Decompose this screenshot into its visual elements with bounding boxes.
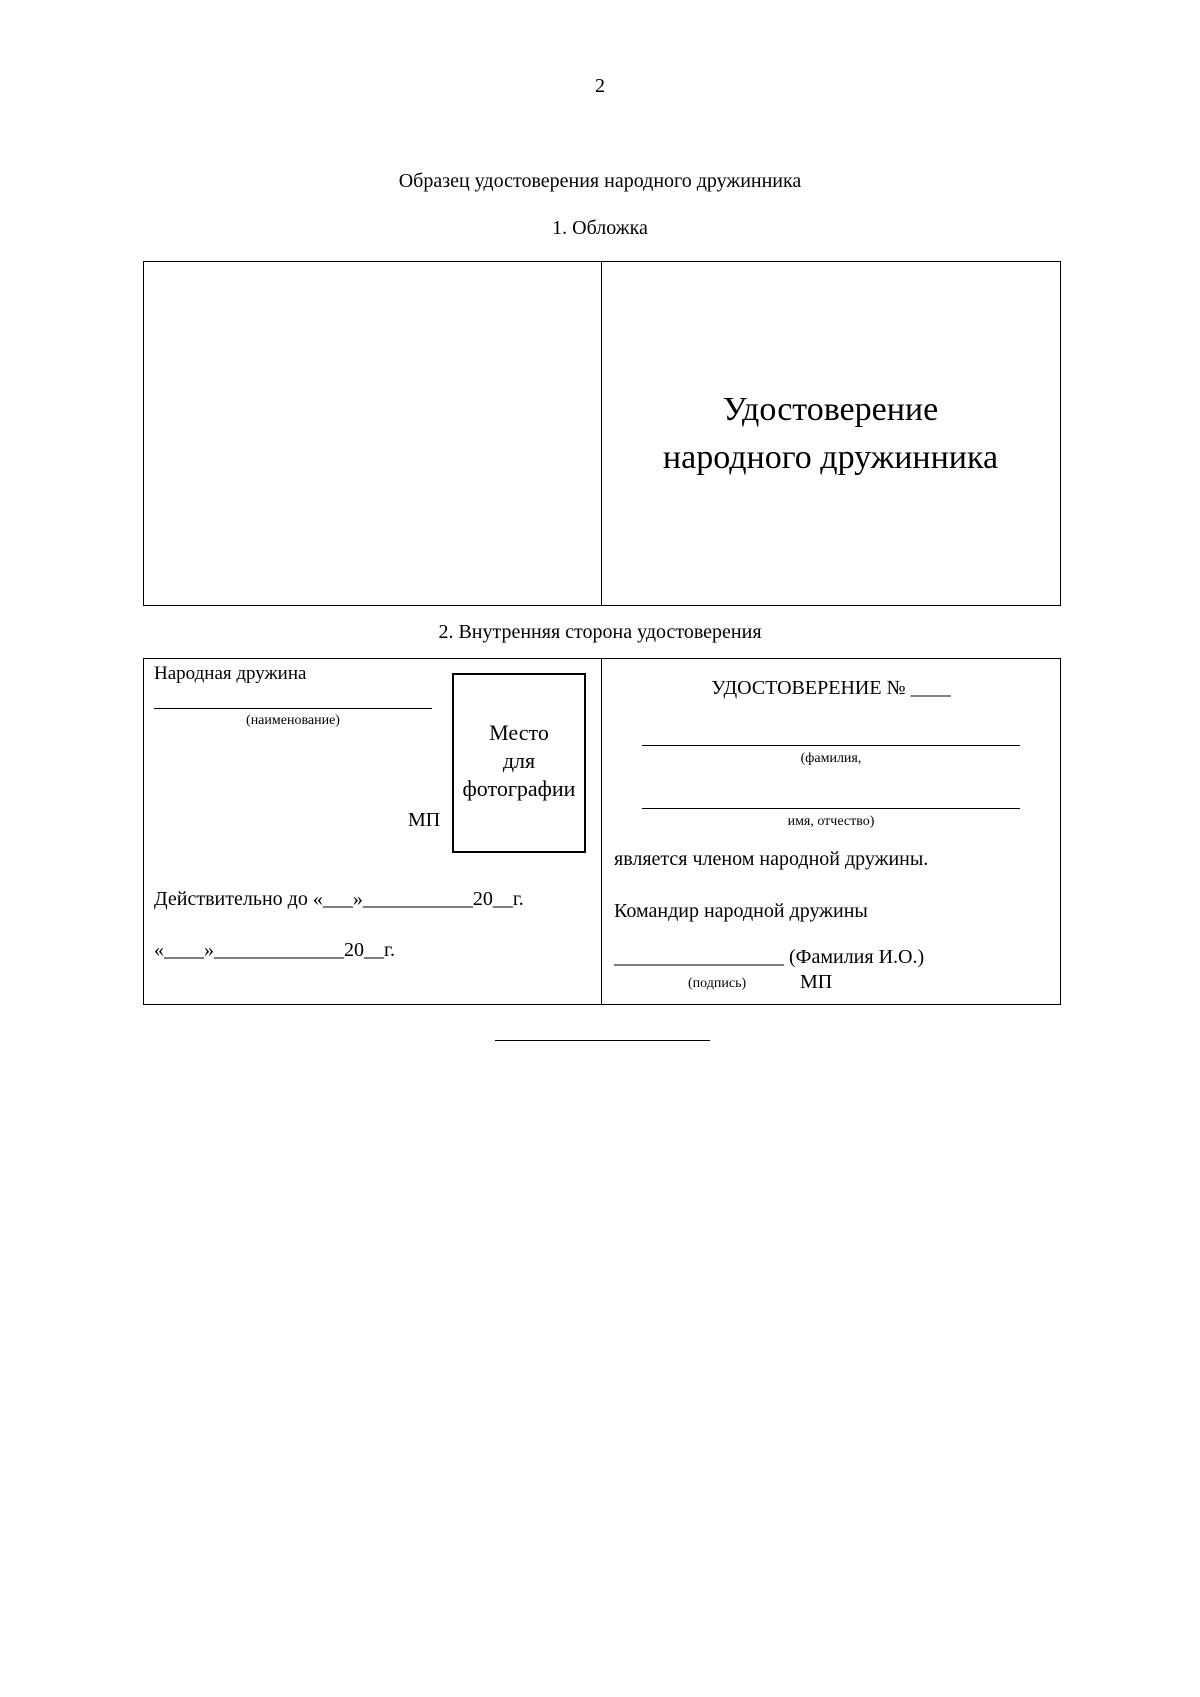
stamp-right: МП bbox=[800, 971, 833, 993]
photo-line-1: Место bbox=[489, 720, 549, 745]
commander-label: Командир народной дружины bbox=[614, 900, 868, 922]
cover-title-line-1: Удостоверение bbox=[722, 391, 939, 428]
page-number: 2 bbox=[595, 75, 605, 97]
cover-frame bbox=[143, 261, 1061, 606]
surname-line bbox=[642, 745, 1020, 746]
extension-date: «____»_____________20__г. bbox=[154, 939, 395, 961]
name-patronymic-line bbox=[642, 808, 1020, 809]
org-name-line bbox=[154, 708, 432, 709]
signature-caption: (подпись) bbox=[688, 976, 747, 991]
photo-line-3: фотографии bbox=[462, 776, 576, 801]
stamp-left: МП bbox=[408, 809, 441, 831]
cover-heading: 1. Обложка bbox=[552, 217, 648, 239]
signature-line: _________________ (Фамилия И.О.) bbox=[614, 946, 925, 968]
name-patronymic-caption: имя, отчество) bbox=[787, 814, 875, 829]
org-name-caption: (наименование) bbox=[246, 713, 340, 728]
org-label: Народная дружина bbox=[154, 663, 307, 684]
surname-caption: (фамилия, bbox=[800, 751, 862, 766]
cover-title-line-2: народного дружинника bbox=[662, 439, 999, 476]
member-text: является членом народной дружины. bbox=[614, 848, 929, 870]
photo-placeholder bbox=[452, 673, 586, 853]
cover-title bbox=[601, 386, 1060, 482]
photo-line-2: для bbox=[502, 748, 536, 773]
valid-until: Действительно до «___»___________20__г. bbox=[154, 888, 524, 910]
end-rule bbox=[495, 1040, 710, 1041]
inner-side-heading: 2. Внутренняя сторона удостоверения bbox=[438, 621, 762, 643]
certificate-number-title: УДОСТОВЕРЕНИЕ № ____ bbox=[711, 677, 951, 699]
document-title: Образец удостоверения народного дружинника bbox=[398, 170, 802, 192]
inner-fold-line bbox=[601, 659, 602, 1004]
